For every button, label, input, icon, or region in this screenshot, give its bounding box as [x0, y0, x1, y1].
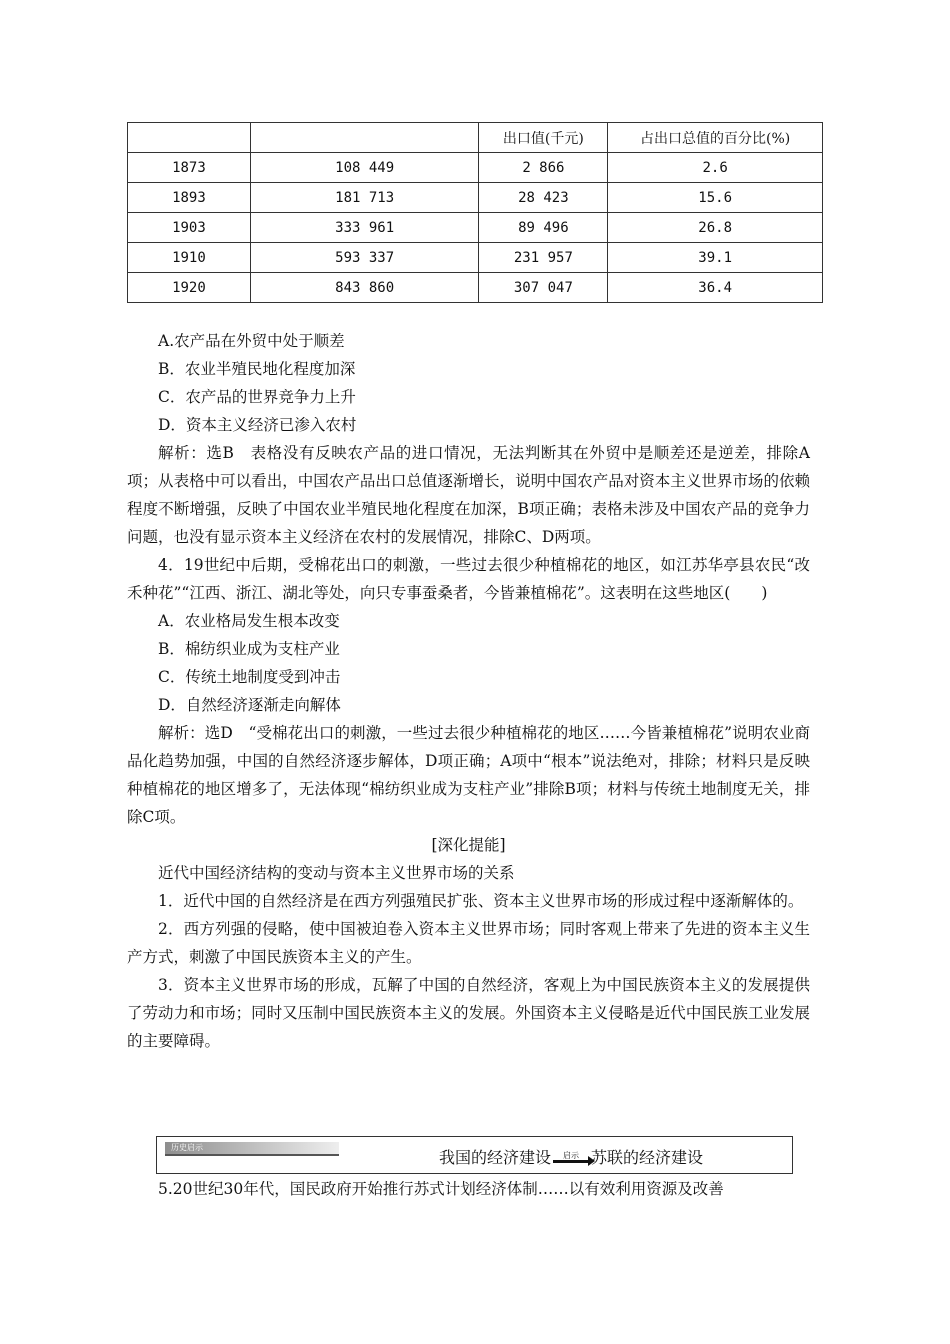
- banner-right-text: 苏联的经济建设: [591, 1148, 704, 1167]
- section-heading: [深化提能]: [431, 836, 506, 854]
- point-2: 2．西方列强的侵略，使中国被迫卷入资本主义世界市场；同时客观上带来了先进的资本主义生产方式，刺激了中国民族资本主义的产生。: [127, 920, 810, 966]
- analysis-text: 解析：选D “受棉花出口的刺激，一些过去很少种植棉花的地区……今皆兼植棉花”说明农业商品化趋势加强，中国的自然经济逐步解体，D项正确；A项中“根本”说法绝对，排除；材料只是反映种植棉花的地区增多了，无法体现“棉纺织业成为支柱产业”排除B项；材料与传统土地制度无关，排除C项。: [127, 724, 810, 826]
- table-row: [128, 243, 823, 273]
- table-row: [128, 183, 823, 213]
- option-c: C．传统土地制度受到冲击: [158, 668, 341, 686]
- option-a: A.农产品在外贸中处于顺差: [158, 332, 345, 350]
- table-cell: 1910: [128, 243, 251, 273]
- table-cell: 1920: [128, 273, 251, 303]
- table-row: [128, 153, 823, 183]
- table-cell: 181 713: [250, 183, 479, 213]
- table-cell: 15.6: [608, 183, 823, 213]
- table-header-cell: [250, 123, 479, 153]
- point-3: 3．资本主义世界市场的形成，瓦解了中国的自然经济，客观上为中国民族资本主义的发展提供了劳动力和市场；同时又压制中国民族资本主义的发展。外国资本主义侵略是近代中国民族工业发展的主要障碍。: [127, 976, 810, 1050]
- table-cell: 39.1: [608, 243, 823, 273]
- table-cell: 108 449: [250, 153, 479, 183]
- table-cell: 2.6: [608, 153, 823, 183]
- table-cell: 231 957: [479, 243, 608, 273]
- table-header-cell: [128, 123, 251, 153]
- option-b: B．棉纺织业成为支柱产业: [158, 640, 340, 658]
- table-cell: 1893: [128, 183, 251, 213]
- table-header-cell: 出口值(千元): [479, 123, 608, 153]
- table-header-row: [128, 123, 823, 153]
- table-cell: 593 337: [250, 243, 479, 273]
- right-arrow-icon: [553, 1151, 589, 1163]
- arrow-shaft: [553, 1160, 589, 1163]
- option-d: D．资本主义经济已渗入农村: [158, 416, 357, 434]
- banner-tag-label: 历史启示: [171, 1143, 203, 1152]
- question-5-stem: 5.20世纪30年代，国民政府开始推行苏式计划经济体制……以有效利用资源及改善: [158, 1180, 724, 1198]
- arrow-label: 启示: [563, 1150, 580, 1160]
- table-cell: 333 961: [250, 213, 479, 243]
- table-cell: 36.4: [608, 273, 823, 303]
- table-cell: 1903: [128, 213, 251, 243]
- table-row: [128, 213, 823, 243]
- point-1: 1．近代中国的自然经济是在西方列强殖民扩张、资本主义世界市场的形成过程中逐渐解体的。: [158, 892, 804, 910]
- section-subtitle: 近代中国经济结构的变动与资本主义世界市场的关系: [158, 864, 515, 882]
- question-3-block: [127, 327, 810, 1055]
- table-cell: 1873: [128, 153, 251, 183]
- option-a: A．农业格局发生根本改变: [158, 612, 340, 630]
- table-cell: 307 047: [479, 273, 608, 303]
- table-cell: 28 423: [479, 183, 608, 213]
- export-table: [127, 122, 823, 303]
- banner-left-text: 我国的经济建设: [439, 1148, 552, 1167]
- table-cell: 89 496: [479, 213, 608, 243]
- table-row: [128, 273, 823, 303]
- table-cell: 2 866: [479, 153, 608, 183]
- analysis-text: 解析：选B 表格没有反映农产品的进口情况，无法判断其在外贸中是顺差还是逆差，排除A项；从表格中可以看出，中国农产品出口总值逐渐增长，说明中国农产品对资本主义世界市场的依赖程度不断增强，反映了中国农业半殖民地化程度在加深，B项正确；表格未涉及中国农产品的竞争力问题，也没有显示资本主义经济在农村的发展情况，排除C、D两项。: [127, 444, 810, 546]
- question-5-block: [127, 1175, 810, 1203]
- table-header-cell: 占出口总值的百分比(%): [608, 123, 823, 153]
- banner-tag: [165, 1142, 339, 1156]
- option-d: D．自然经济逐渐走向解体: [158, 696, 341, 714]
- table-cell: 26.8: [608, 213, 823, 243]
- history-insight-banner: [156, 1136, 793, 1174]
- question-4-stem: 4．19世纪中后期，受棉花出口的刺激，一些过去很少种植棉花的地区，如江苏华亭县农民“改禾种花”“江西、浙江、湖北等处，向只专事蚕桑者，今皆兼植棉花”。这表明在这些地区( ): [127, 556, 810, 602]
- table-cell: 843 860: [250, 273, 479, 303]
- banner-title: [439, 1145, 703, 1168]
- option-c: C．农产品的世界竞争力上升: [158, 388, 356, 406]
- option-b: B．农业半殖民地化程度加深: [158, 360, 356, 378]
